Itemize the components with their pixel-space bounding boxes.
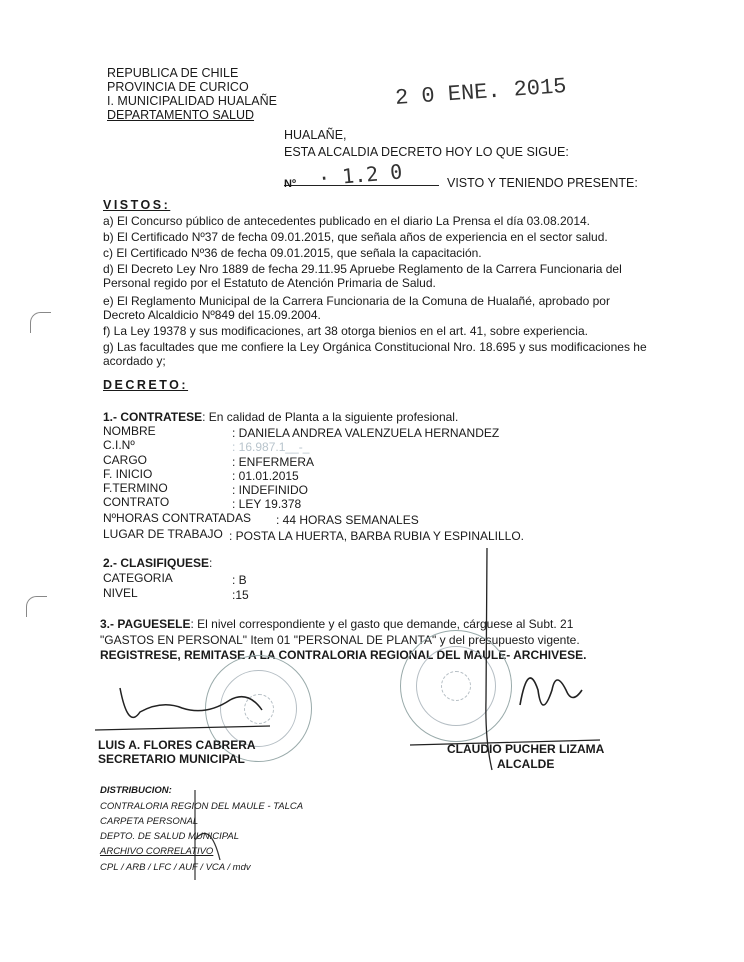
visto-a: a) El Concurso público de antecedentes publicado en el diario La Prensa el día 03.08.2014.	[103, 214, 591, 228]
visto-d-line1: d) El Decreto Ley Nro 1889 de fecha 29.11.95 Apruebe Reglamento de la Carrera Funcionaria del	[103, 262, 622, 276]
received-date-stamp: 2 0 ENE. 2015	[394, 74, 568, 111]
vistos-title: VISTOS:	[103, 198, 171, 212]
secretary-title: SECRETARIO MUNICIPAL	[98, 752, 245, 766]
header-department: DEPARTAMENTO SALUD	[107, 108, 255, 122]
distribution-item: CARPETA PERSONAL	[100, 816, 199, 827]
field-value-categoria: : B	[232, 573, 247, 587]
field-label-nivel: NIVEL	[103, 586, 138, 600]
field-label-cargo: CARGO	[103, 453, 148, 467]
visto-c: c) El Certificado Nº36 de fecha 09.01.2015, que señala la capacitación.	[103, 246, 482, 260]
field-value-ci: : 16.987.1__-_	[232, 440, 310, 454]
field-value-contrato: : LEY 19.378	[232, 497, 302, 511]
section-2-label: 2.- CLASIFIQUESE	[103, 556, 210, 570]
visto-tail: VISTO Y TENIENDO PRESENTE:	[447, 176, 638, 190]
secretary-name: LUIS A. FLORES CABRERA	[98, 738, 256, 752]
field-value-termino: : INDEFINIDO	[232, 483, 309, 497]
field-value-nombre: : DANIELA ANDREA VALENZUELA HERNANDEZ	[232, 426, 500, 440]
visto-g-line1: g) Las facultades que me confiere la Ley Orgánica Constitucional Nro. 18.695 y sus modificaciones he	[103, 340, 647, 354]
field-label-termino: F.TERMINO	[103, 481, 168, 495]
secretary-signature-underline	[95, 726, 270, 730]
distribution-item: CONTRALORIA REGION DEL MAULE - TALCA	[100, 801, 304, 812]
field-label-nombre: NOMBRE	[103, 424, 156, 438]
field-label-inicio: F. INICIO	[103, 467, 153, 481]
field-value-inicio: : 01.01.2015	[232, 469, 299, 483]
field-label-horas: NºHORAS CONTRATADAS	[103, 511, 251, 525]
section-3-label: 3.- PAGUESELE	[100, 617, 191, 631]
section-1-text: : En calidad de Planta a la siguiente profesional.	[202, 410, 459, 424]
decree-number: · 1.2 0	[317, 159, 404, 191]
decree-intro-line: ESTA ALCALDIA DECRETO HOY LO QUE SIGUE:	[284, 145, 569, 159]
field-label-categoria: CATEGORIA	[103, 571, 173, 585]
distribution-item: DEPTO. DE SALUD MUNICIPAL	[100, 831, 240, 842]
alcalde-name: CLAUDIO PUCHER LIZAMA	[447, 742, 605, 756]
visto-d-line2: Personal regido por el Estatuto de Atención Primaria de Salud.	[103, 276, 436, 290]
field-label-lugar: LUGAR DE TRABAJO	[103, 527, 223, 541]
field-value-lugar: : POSTA LA HUERTA, BARBA RUBIA Y ESPINALILLO.	[229, 529, 525, 543]
field-label-ci: C.I.Nº	[103, 438, 135, 452]
alcalde-signature	[520, 678, 582, 705]
field-value-horas: : 44 HORAS SEMANALES	[276, 513, 419, 527]
decree-number-prefix: Nº	[284, 178, 296, 190]
visto-f: f) La Ley 19378 y sus modificaciones, art 38 otorga bienios en el art. 41, sobre experiencia.	[103, 324, 588, 338]
decreto-title: DECRETO:	[103, 378, 189, 392]
visto-g-line2: acordado y;	[103, 354, 166, 368]
field-label-contrato: CONTRATO	[103, 495, 170, 509]
header-country: REPUBLICA DE CHILE	[107, 66, 239, 80]
distribution-initials: CPL / ARB / LFC / AUF / VCA / mdv	[100, 862, 251, 873]
field-value-cargo: : ENFERMERA	[232, 455, 315, 469]
section-3-registrese: REGISTRESE, REMITASE A LA CONTRALORIA REGIONAL DEL MAULE- ARCHIVESE.	[100, 648, 587, 662]
place: HUALAÑE,	[284, 128, 347, 142]
visto-e-line1: e) El Reglamento Municipal de la Carrera Funcionaria de la Comuna de Hualañé, aprobado por	[103, 294, 610, 308]
long-pen-stroke	[486, 548, 492, 770]
section-2-colon: :	[209, 556, 213, 570]
section-3-text: : El nivel correspondiente y el gasto que demande, cárguese al Subt. 21	[190, 617, 574, 631]
visto-e-line2: Decreto Alcaldicio Nº849 del 15.09.2004.	[103, 308, 321, 322]
distribution-title: DISTRIBUCION:	[100, 785, 172, 796]
alcalde-title: ALCALDE	[497, 757, 555, 771]
visto-b: b) El Certificado Nº37 de fecha 09.01.2015, que señala años de experiencia en el sector salud.	[103, 230, 608, 244]
secretary-signature	[120, 688, 262, 717]
distribution-item: ARCHIVO CORRELATIVO	[100, 846, 214, 857]
section-1-label: 1.- CONTRATESE	[103, 410, 203, 424]
field-value-nivel: :15	[232, 588, 249, 602]
header-municipality: I. MUNICIPALIDAD HUALAÑE	[107, 94, 277, 108]
section-3-line2: "GASTOS EN PERSONAL" Item 01 "PERSONAL DE PLANTA" y del presupuesto vigente.	[100, 633, 580, 647]
header-province: PROVINCIA DE CURICO	[107, 80, 249, 94]
